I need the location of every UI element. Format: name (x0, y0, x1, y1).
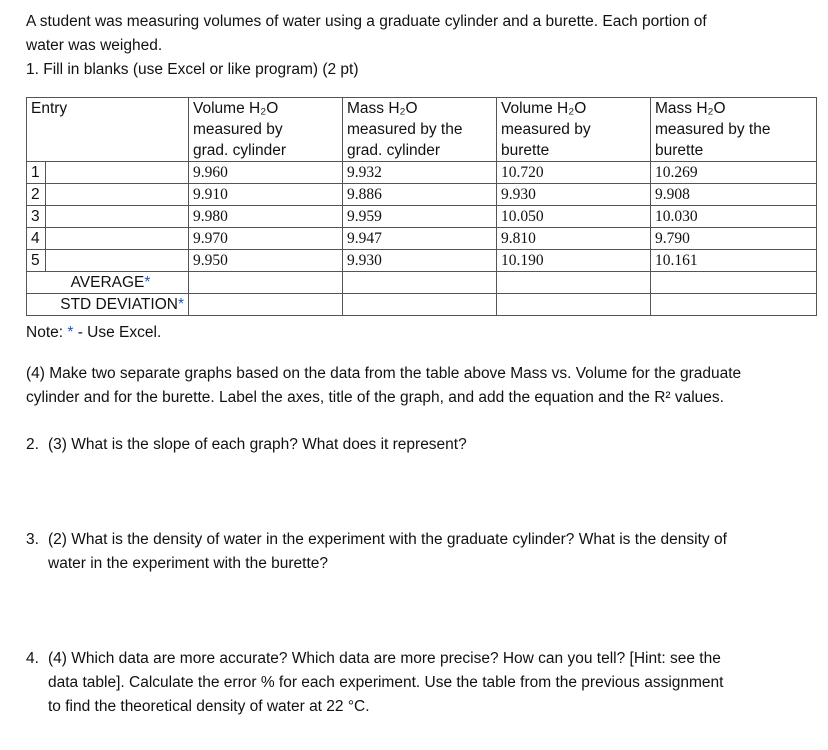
intro-line-2: water was weighed. (26, 37, 163, 54)
header-line: burette (501, 142, 550, 159)
asterisk: * (177, 296, 184, 313)
volume-burette-cell: 9.930 (497, 184, 651, 206)
header-entry: Entry (27, 98, 189, 162)
mass-burette-cell: 10.161 (651, 250, 817, 272)
mass-grad-cell: 9.947 (343, 228, 497, 250)
question-1-title: 1. Fill in blanks (use Excel or like program) (2 pt) (26, 61, 359, 78)
question-4-line-3: to find the theoretical density of water at 22 °C. (48, 698, 370, 715)
entry-cell: 2 (27, 184, 46, 206)
header-line: Volume H₂O (501, 100, 587, 117)
header-line: grad. cylinder (193, 142, 287, 159)
asterisk: * (67, 324, 74, 341)
table-row (27, 250, 817, 272)
graph-instructions-line-2: cylinder and for the burette. Label the axes, title of the graph, and add the equation and the R² values. (26, 389, 724, 406)
note-suffix: - Use Excel. (73, 324, 162, 341)
header-line: grad. cylinder (347, 142, 441, 159)
header-line: measured by (501, 121, 591, 138)
header-volume-burette (497, 98, 651, 162)
std-deviation-label (27, 294, 189, 316)
data-table (26, 97, 817, 316)
header-line: measured by (193, 121, 283, 138)
mass-burette-cell: 10.030 (651, 206, 817, 228)
header-line: Mass H₂O (347, 100, 418, 117)
volume-grad-cell: 9.950 (189, 250, 343, 272)
note (26, 324, 161, 342)
entry-cell: 4 (27, 228, 46, 250)
mass-grad-cell: 9.886 (343, 184, 497, 206)
question-4-line-2: data table]. Calculate the error % for each experiment. Use the table from the previous assignment (48, 674, 724, 691)
volume-grad-cell: 9.980 (189, 206, 343, 228)
graph-instructions (26, 362, 806, 410)
intro (26, 10, 806, 82)
table-row (27, 206, 817, 228)
volume-burette-cell: 9.810 (497, 228, 651, 250)
volume-grad-cell: 9.910 (189, 184, 343, 206)
header-line: burette (655, 142, 704, 159)
note-prefix: Note: (26, 324, 68, 341)
header-volume-grad (189, 98, 343, 162)
question-3 (26, 528, 806, 576)
std-volume-burette-blank[interactable] (497, 294, 651, 316)
intro-line-1: A student was measuring volumes of water using a graduate cylinder and a burette. Each portion of (26, 13, 707, 30)
mass-burette-cell: 10.269 (651, 162, 817, 184)
std-deviation-row (27, 294, 817, 316)
volume-burette-cell: 10.190 (497, 250, 651, 272)
average-volume-burette-blank[interactable] (497, 272, 651, 294)
mass-grad-cell: 9.959 (343, 206, 497, 228)
table-header-row (27, 98, 817, 162)
question-3-line-1: (2) What is the density of water in the experiment with the graduate cylinder? What is the density of (48, 531, 727, 548)
question-4-line-1: (4) Which data are more accurate? Which data are more precise? How can you tell? [Hint: see the (48, 650, 721, 667)
mass-burette-cell: 9.790 (651, 228, 817, 250)
header-line: Volume H₂O (193, 100, 279, 117)
spacer-cell (46, 250, 189, 272)
header-line: measured by the (655, 121, 771, 138)
question-number: 2. (26, 436, 39, 453)
volume-burette-cell: 10.720 (497, 162, 651, 184)
table-row (27, 162, 817, 184)
entry-cell: 3 (27, 206, 46, 228)
question-3-line-2: water in the experiment with the burette? (48, 555, 329, 572)
header-mass-burette (651, 98, 817, 162)
mass-grad-cell: 9.932 (343, 162, 497, 184)
table-row (27, 184, 817, 206)
mass-burette-cell: 9.908 (651, 184, 817, 206)
std-mass-grad-blank[interactable] (343, 294, 497, 316)
average-label (27, 272, 189, 294)
average-label-text: AVERAGE (70, 274, 145, 291)
table-row (27, 228, 817, 250)
spacer-cell (46, 184, 189, 206)
question-number: 4. (26, 650, 39, 667)
question-2 (26, 433, 806, 457)
mass-grad-cell: 9.930 (343, 250, 497, 272)
header-mass-grad (343, 98, 497, 162)
entry-cell: 1 (27, 162, 46, 184)
spacer-cell (46, 206, 189, 228)
std-deviation-label-text: STD DEVIATION (60, 296, 178, 313)
volume-grad-cell: 9.970 (189, 228, 343, 250)
question-number: 3. (26, 531, 39, 548)
average-mass-burette-blank[interactable] (651, 272, 817, 294)
entry-cell: 5 (27, 250, 46, 272)
volume-burette-cell: 10.050 (497, 206, 651, 228)
question-4 (26, 647, 806, 719)
graph-instructions-line-1: (4) Make two separate graphs based on the data from the table above Mass vs. Volume for the graduate (26, 365, 742, 382)
asterisk: * (144, 274, 151, 291)
average-volume-grad-blank[interactable] (189, 272, 343, 294)
header-line: Mass H₂O (655, 100, 726, 117)
std-mass-burette-blank[interactable] (651, 294, 817, 316)
question-2-text: (3) What is the slope of each graph? What does it represent? (48, 436, 467, 453)
header-line: measured by the (347, 121, 463, 138)
spacer-cell (46, 228, 189, 250)
spacer-cell (46, 162, 189, 184)
std-volume-grad-blank[interactable] (189, 294, 343, 316)
volume-grad-cell: 9.960 (189, 162, 343, 184)
average-mass-grad-blank[interactable] (343, 272, 497, 294)
average-row (27, 272, 817, 294)
